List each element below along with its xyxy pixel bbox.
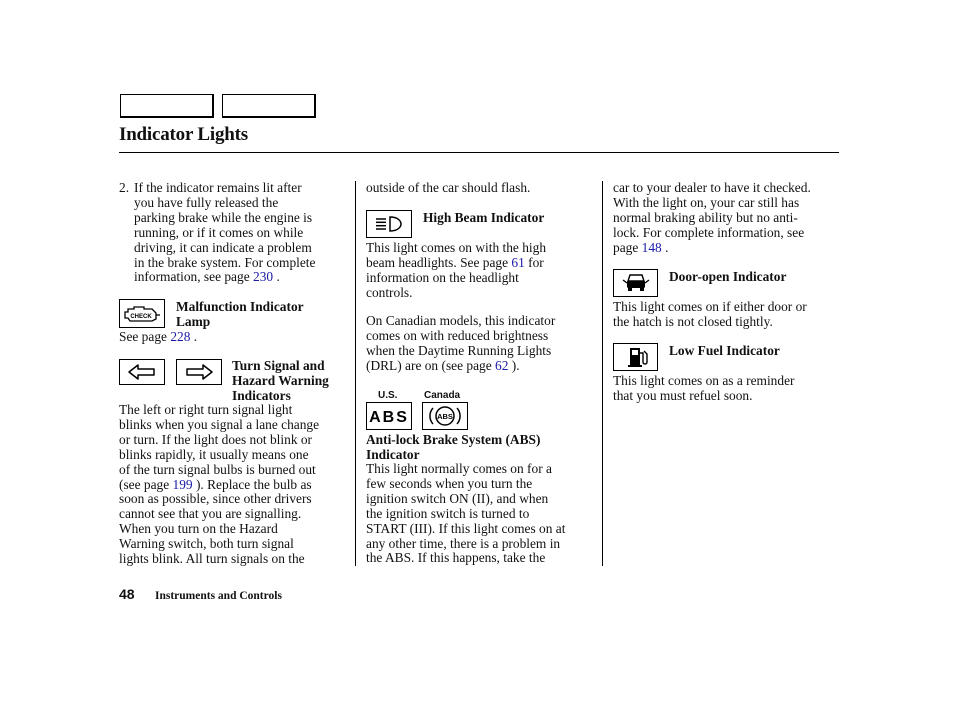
text-fragment: information, see page [134, 269, 253, 285]
text-fragment: ). Replace the bulb as [192, 476, 312, 492]
section-name: Instruments and Controls [155, 590, 282, 602]
turn-signal-text [119, 403, 351, 567]
text-line: blinks when you signal a lane change [119, 416, 320, 432]
page-title: Indicator Lights [119, 124, 248, 145]
text-line: START (III). If this light comes on at [366, 520, 566, 536]
text-line: or turn. If the light does not blink or [119, 431, 313, 447]
nav-tab-box-2[interactable] [222, 94, 316, 118]
high-beam-heading: High Beam Indicator [423, 210, 545, 225]
door-open-text [613, 300, 845, 330]
high-beam-icon [366, 210, 412, 238]
text-line: any other time, there is a problem in [366, 535, 561, 551]
text-line: few seconds when you turn the [366, 475, 533, 491]
text-fragment: . [661, 239, 669, 255]
text-line [119, 330, 197, 345]
fuel-pump-icon [613, 343, 658, 371]
text-line [134, 270, 349, 285]
text-line: The left or right turn signal light [119, 402, 293, 417]
text-line: This light normally comes on for a [366, 461, 552, 476]
text-line: lock. For complete information, see [613, 224, 805, 240]
text-fragment: for [524, 254, 544, 270]
abs-continued-text [613, 181, 845, 256]
text-line: parking brake while the engine is [134, 209, 313, 225]
mil-see-page [119, 330, 197, 345]
page-link-230[interactable]: 230 [253, 269, 274, 285]
text-line: normal braking ability but no anti- [613, 209, 798, 225]
text-line: the ABS. If this happens, take the [366, 550, 546, 566]
heading-line: Hazard Warning [232, 372, 329, 388]
text-line: soon as possible, since other drivers [119, 491, 312, 507]
heading-line: Malfunction Indicator [176, 299, 304, 314]
heading-line: Turn Signal and [232, 358, 325, 373]
heading-line: Lamp [176, 313, 211, 329]
text-line: car to your dealer to have it checked. [613, 180, 811, 195]
text-line: running, or if it comes on while [134, 224, 304, 240]
text-fragment: . [273, 269, 280, 285]
text-fragment: (DRL) are on (see page [366, 357, 496, 373]
text-line: comes on with reduced brightness [366, 327, 549, 343]
item-2-text [134, 181, 349, 285]
text-line [366, 359, 596, 374]
text-line: ignition switch ON (II), and when [366, 490, 549, 506]
text-line: controls. [366, 284, 413, 300]
text-fragment: See page [119, 329, 171, 344]
text-line: When you turn on the Hazard [119, 521, 278, 537]
low-fuel-heading: Low Fuel Indicator [669, 343, 780, 358]
abs-text [366, 462, 598, 566]
mil-heading [176, 300, 346, 330]
turn-signal-heading [232, 359, 352, 404]
page-number: 48 [119, 586, 135, 602]
drl-text [366, 314, 596, 374]
text-line: that you must refuel soon. [613, 387, 753, 403]
text-line: the ignition switch is turned to [366, 505, 530, 521]
text-fragment: . [190, 329, 198, 344]
text-line: This light comes on if either door or [613, 299, 807, 314]
page-link-228[interactable]: 228 [170, 329, 191, 344]
door-open-icon [613, 269, 658, 297]
text-line: information on the headlight [366, 269, 519, 285]
low-fuel-text [613, 374, 845, 404]
page-link-148[interactable]: 148 [641, 239, 662, 255]
text-fragment: ). [508, 357, 520, 373]
nav-tab-box-1[interactable] [120, 94, 214, 118]
text-line [119, 478, 351, 493]
text-line: This light comes on as a reminder [613, 373, 795, 388]
abs-heading [366, 433, 598, 463]
text-line: driving, it can indicate a problem [134, 239, 312, 255]
heading-line: Indicator [366, 446, 420, 462]
heading-line: Indicators [232, 387, 291, 403]
column-divider-1 [355, 181, 356, 566]
abs-icon [366, 402, 412, 430]
text-line: you have fully released the [134, 194, 279, 210]
abs-circle-icon [422, 402, 468, 430]
text-line: Warning switch, both turn signal [119, 536, 294, 552]
column-divider-2 [602, 181, 603, 566]
abs-icon-text: ABS [369, 409, 409, 426]
page-link-61[interactable]: 61 [511, 254, 525, 270]
turn-left-arrow-icon [119, 359, 165, 385]
text-line [366, 256, 596, 271]
item-2-number: 2. [119, 180, 130, 195]
label-canada: Canada [424, 390, 461, 401]
heading-line: Anti-lock Brake System (ABS) [366, 432, 541, 447]
page-link-199[interactable]: 199 [172, 476, 193, 492]
check-engine-icon-text: CHECK [130, 313, 152, 320]
text-fragment: beam headlights. See page [366, 254, 512, 270]
text-fragment: page [613, 239, 642, 255]
label-us: U.S. [378, 390, 398, 401]
text-line: On Canadian models, this indicator [366, 313, 556, 328]
text-line: in the brake system. For complete [134, 254, 316, 270]
text-line: With the light on, your car still has [613, 194, 800, 210]
text-line: This light comes on with the high [366, 240, 547, 255]
text-line: the hatch is not closed tightly. [613, 313, 773, 329]
title-rule [119, 152, 839, 153]
text-line: cannot see that you are signalling. [119, 506, 302, 522]
turn-right-arrow-icon [176, 359, 222, 385]
page-link-62[interactable]: 62 [495, 357, 509, 373]
high-beam-text [366, 241, 596, 301]
text-line: blinks rapidly, it usually means one [119, 446, 309, 462]
text-line: If the indicator remains lit after [134, 180, 302, 195]
door-open-heading: Door-open Indicator [669, 269, 787, 284]
abs-circle-icon-text: ABS [437, 412, 453, 421]
text-fragment: (see page [119, 476, 173, 492]
text-line [613, 241, 845, 256]
text-line: when the Daytime Running Lights [366, 342, 552, 358]
continued-text: outside of the car should flash. [366, 180, 531, 195]
text-line: of the turn signal bulbs is burned out [119, 461, 316, 477]
text-line: lights blink. All turn signals on the [119, 551, 305, 567]
check-engine-icon [119, 299, 165, 328]
